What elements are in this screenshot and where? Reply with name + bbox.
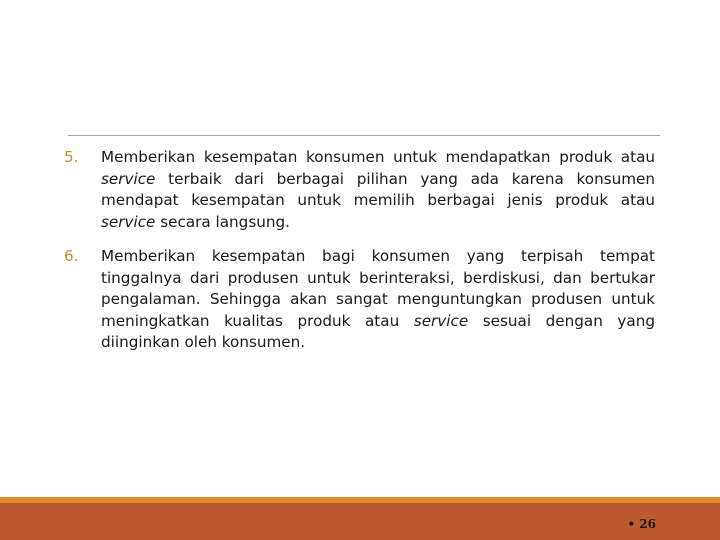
item-number: 6. (64, 247, 79, 265)
page-number: • 26 (627, 517, 656, 531)
list-item (64, 147, 655, 233)
item-number: 5. (64, 148, 79, 166)
item-text: Memberikan kesempatan bagi konsumen yang terpisah tempat tinggalnya dari produsen untuk berinteraksi, berdiskusi, dan bertukar pengalaman. Sehingga akan sangat menguntungkan produsen untuk meningkatkan kualitas produk atau service sesuai dengan yang diinginkan oleh konsumen. (101, 247, 655, 351)
numbered-list (64, 147, 655, 367)
footer-bar (0, 503, 720, 540)
list-item (64, 246, 655, 354)
top-divider (68, 135, 660, 136)
item-text: Memberikan kesempatan konsumen untuk mendapatkan produk atau service terbaik dari berbagai pilihan yang ada karena konsumen mendapat kesempatan untuk memilih berbagai jenis produk atau service secara langsung. (101, 148, 655, 231)
